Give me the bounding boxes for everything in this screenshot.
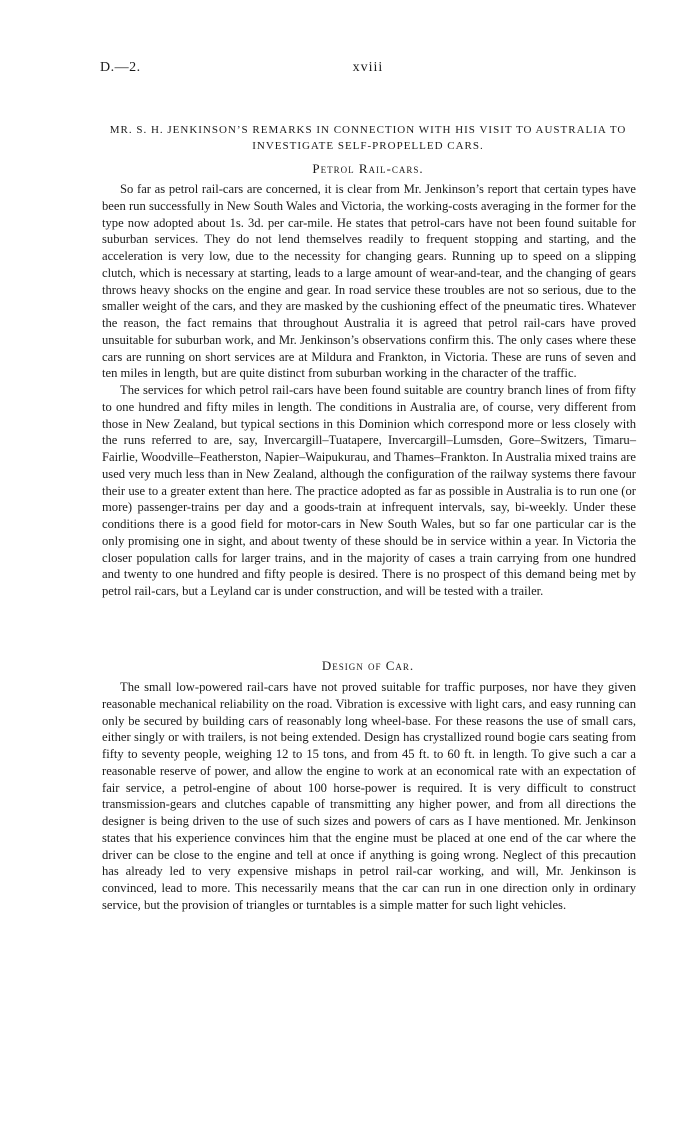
- document-title: MR. S. H. JENKINSON’S REMARKS IN CONNECTION WITH HIS VISIT TO AUSTRALIA TO INVESTIGATE SELF-PROPELLED CARS.: [109, 124, 627, 152]
- running-header: [100, 60, 636, 80]
- paragraph: The small low-powered rail-cars have not proved suitable for traffic purposes, nor have they given reasonable mechanical reliability on the road. Vibration is excessive with light cars, and easy running can only be secured by building cars of reasonably long wheel-base. For these reasons the use of small cars, either singly or with trailers, is not being extended. Design has crystallized round bogie cars seating from fifty to seventy people, weighing 12 to 15 tons, and from 45 ft. to 60 ft. in length. To give such a car a reasonable reserve of power, and allow the engine to work at an economical rate with an expectation of fair service, a petrol-engine of about 100 horse-power is required. It is very difficult to construct transmission-gears and clutches capable of transmitting any higher power, and from all directions the designer is being driven to the use of such sizes and powers of cars as I have mentioned. Mr. Jenkinson states that his experience convinces him that the engine must be placed at one end of the car where the driver can be close to the engine and tell at once if anything is going wrong. Neglect of this precaution has already led to very expensive mishaps in petrol rail-car working, and will, Mr. Jenkinson is convinced, lead to more. This necessarily means that the car can run in one direction only in ordinary service, but the provision of triangles or turntables is a simple matter for such light vehicles.: [102, 680, 636, 912]
- page-number: xviii: [352, 60, 384, 75]
- section-body-petrol-rail-cars: [102, 181, 636, 600]
- paragraph: So far as petrol rail-cars are concerned, it is clear from Mr. Jenkinson’s report that certain types have been run successfully in New South Wales and Victoria, the working-costs averaging in the former for the type now adopted about 1s. 3d. per car-mile. He states that petrol-cars have not been found suitable for suburban services. They do not lend themselves readily to frequent stopping and starting, and the acceleration is very low, due to the necessity for changing gears. Running up to speed on a slipping clutch, which is necessary at starting, leads to a large amount of wear-and-tear, and the changing of gears throws heavy shocks on the engine and gear. In road service these troubles are not so serious, due to the smaller weight of the cars, and they are masked by the cushioning effect of the pneumatic tires. Whatever the reason, the fact remains that throughout Australia it is agreed that petrol rail-cars have proved unsuitable for suburban work, and Mr. Jenkinson’s observations confirm this. The only cases where these cars are running on short services are at Mildura and Frankton, in Victoria. These are runs of seven and ten miles in length, but are quite distinct from suburban working in the character of the traffic.: [102, 182, 636, 381]
- document-reference: D.—2.: [100, 60, 141, 75]
- section-heading-petrol-rail-cars: Petrol Rail-cars.: [312, 161, 424, 176]
- paragraph: The services for which petrol rail-cars have been found suitable are country branch lines of from fifty to one hundred and fifty miles in length. The conditions in Australia are, of course, very different from those in New Zealand, but typical sections in this Dominion which correspond more or less closely with the runs referred to are, say, Invercargill–Tuatapere, Invercargill–Lumsden, Gore–Switzers, Timaru–Fairlie, Woodville–Featherston, Napier–Waipukurau, and Thames–Frankton. In Australia mixed trains are used very much less than in New Zealand, although the configuration of the railway systems there favour their use to a greater extent than here. The practice adopted as far as possible in Australia is to run one (or more) passenger-trains per day and a goods-train at infrequent intervals, say, bi-weekly. Under these conditions there is a good field for motor-cars in New South Wales, but so far one particular car is the only promising one in sight, and about twenty of these should be in service within a year. In Victoria the closer population calls for larger trains, and in the majority of cases a train carrying from one hundred and twenty to one hundred and fifty people is desired. There is no prospect of this demand being met by petrol rail-cars, but a Leyland car is under construction, and will be tested with a trailer.: [102, 383, 636, 598]
- section-body-design-of-car: [102, 679, 636, 914]
- section-heading-design-of-car: Design of Car.: [321, 658, 415, 673]
